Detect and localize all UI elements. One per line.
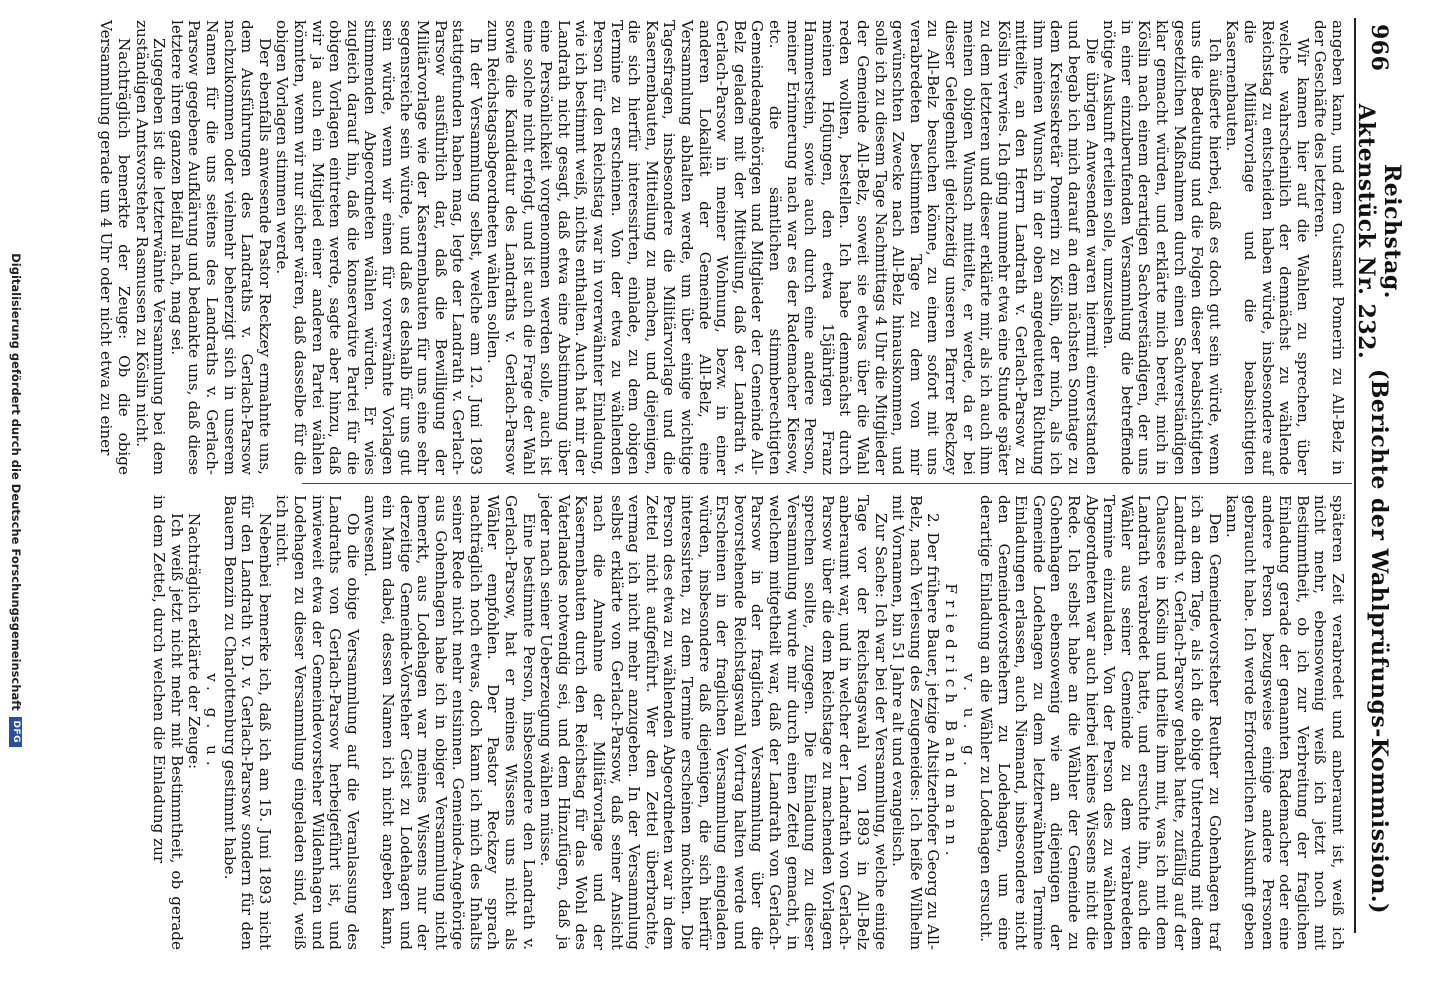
paragraph: angeben kann, und dem Gutsamt Pomerin zu All-Belz in der Geschäfte des letzteren. xyxy=(1311,20,1347,475)
paragraph: v. u. g. xyxy=(959,673,978,772)
paragraph: Der ebenfalls anwesende Pastor Reckzey ermahnte uns, dem Ausführungen des Landraths v. Gerlach-Parsow nachzukommen oder vielmehr beherzigt sich in unserem Namen für die uns seitens des Landraths v. Gerlach-Parsow gegebene Aufklärung und bedankte uns, daß diese letztere ihren ganzen Beifall nach, mag sei. xyxy=(167,20,274,475)
column-separator xyxy=(302,483,1352,484)
paragraph: Den Gemeindevorsteher Reuther zu Gohenhagen traf ich an dem Tage, als ich die obige Unterredung mit dem Landrath v. Gerlach-Parsow gehabt hatte, zufällig auf der Chaussee in Köslin und theilte ihm mit, was ich mit dem Landrath verabredet hatte, und ersuchte ihn, auch die Wähler aus seiner Gemeinde zu dem verabredeten Termine einzuladen. Von der Person des zu wählenden Abgeordneten war auch hierbei keines Wissens nicht die Rede. Ich selbst habe an die Wähler der Gemeinde zu Gohenhagen ebensowenig wie an diejenigen der Gemeinde Lodehagen zu dem letzterwähnten Termine Einladungen erlassen, auch Niemand, insbesondere nicht den Gemeindevorstehern zu Lodehagen, um eine derartige Einladung an die Wähler zu Lodehagen ersucht. xyxy=(977,495,1224,950)
paragraph: Zugegeben ist die letzterwähnte Versammlung bei dem zuständigen Amtsvorsteher Rasmussen zu Köslin nicht. xyxy=(132,20,169,475)
page-subtitle: (Berichte der Wahlprüfungs-Kommission.) xyxy=(1366,368,1392,914)
paragraph: Friedrich Bandmann. xyxy=(941,583,960,862)
paragraph: Zur Sache: Ich war bei der Versammlung, welche einige Tage vor der Reichstagswahl von 1893 in All-Belz anberaumt war, und in welcher der Landrath von Gerlach-Parsow über die dem Reichstage zu machenden Vorlagen sprechen sollte, zugegen. Die Einladung zu dieser Versammlung wurde mir durch einen Zettel gemacht, in welchem mitgetheilt war, daß der Landrath von Gerlach-Parsow in der fraglichen Versammlung über die bevorstehende Reichstagswahl Vortrag halten werde und Erscheinen in der fraglichen Versammlung eingeladen würden, insbesondere daß diejenigen, die sich hierfür interessirten, zu dem Termine erscheinen möchten. Die Person des etwa zu wählenden Abgeordneten war in dem Zettel nicht aufgeführt. Wer den Zettel überbrachte, vermag ich nicht mehr anzugeben. In der Versammlung selbst erklärte von Gerlach-Parsow, daß seiner Ansicht nach die Annahme der Militärvorlage und der Kasernenbauten durch den Reichstag für das Wohl des Vaterlandes notwendig sei, und dem Hinzufügen, daß ja jeder nach seiner Ueberzeugung wählen müsse. xyxy=(537,495,890,950)
paragraph: Eine bestimmte Person, insbesondere den Landrath v. Gerlach-Parsow, hat er meines Wissens uns nicht als Wähler empfohlen. Der Pastor Reckzey sprach nachträglich noch etwas, doch kann ich mich des Inhalts seiner Rede nicht mehr entsinnen. Gemeinde-Angehörige aus Gohenhagen habe ich in obiger Versammlung nicht bemerkt, aus Lodehagen war meines Wissens nur der derzeitige Gemeinde-Vorsteher Geist zu Lodehagen und ein Mann dabei, dessen Namen ich nicht angeben kann, anwesend. xyxy=(361,495,538,950)
page-header xyxy=(1353,24,1405,914)
paragraph: Ob die obige Versammlung auf die Veranlassung des Landraths von Gerlach-Parsow herbeigeführt ist, und inwieweit etwa der Gemeindevorsteher Wildenhagen und Lodehagen zu dieser Versammlung eingeladen sind, weiß ich nicht. xyxy=(273,495,362,950)
page-number: 966 xyxy=(1366,24,1392,72)
paragraph: Nachträglich erklärte der Zeuge: xyxy=(185,513,204,770)
digitization-footer xyxy=(3,0,29,1000)
paragraph: Ich äußerte hierbei, daß es doch gut sein würde, wenn uns die Bedeutung und die Folgen dieser beabsichtigten gesetzlichen Maßnahmen durch einen Sachverständigen klar gemacht würden, und erklärte mich bereit, mich in Köslin nach einem derartigen Sachverständigen, der uns in einer einzuberufenden Versammlung die betreffende nötige Auskunft erteilen solle, umzusehen. xyxy=(1100,20,1224,475)
left-column xyxy=(97,20,1347,475)
page-title: Reichstag. Aktenstück Nr. 232. xyxy=(1353,103,1405,360)
paragraph: Ich weiß jetzt nicht mehr mit Bestimmtheit, ob gerade in dem Zettel, durch welchen die Einladung zur xyxy=(150,495,186,950)
dfg-logo: DFG xyxy=(10,717,23,747)
paragraph: Wir kamen hier auf die Wahlen zu sprechen, über welche wahrscheinlich der demnächst zu wählende Reichstag zu entscheiden haben würde, insbesondere auf die Militärvorlage und die beabsichtigten Kasernenbauten. xyxy=(1223,20,1312,475)
header-rule xyxy=(1354,18,1356,933)
paragraph: v. g. u. xyxy=(203,673,221,772)
paragraph: Nebenbei bemerke ich, daß ich am 15. Juni 1893 nicht für den Landrath v. D. v. Gerlach-Parsow sondern für den Bauern Benzin zu Charlottenburg gestimmt habe. xyxy=(220,495,274,950)
paragraph: 2. Der frühere Bauer, jetzige Altsitzerhofer Georg zu All-Belz, nach Verlesung des Zeugeneides: Ich heiße Wilhelm mit Vornamen, bin 51 Jahre alt und evangelisch. xyxy=(889,495,943,950)
right-column xyxy=(150,495,1347,950)
paragraph: Nachträglich bemerkte der Zeuge: Ob die obige Versammlung gerade um 4 Uhr oder nicht etwa zu einer xyxy=(97,20,134,475)
paragraph: In der Versammlung selbst, welche am 12. Juni 1893 stattgefunden haben mag, legte der Landrath v. Gerlach-Parsow ausführlich dar, daß die Bewilligung der Militärvorlage wie der Kasernenbauten für uns eine sehr segensreiche sein würde, und daß es deshalb für uns gut sein würde, wenn wir einen für vorerwähnte Vorlagen stimmenden Abgeordneten wählen würden. Er wies zugleich darauf hin, daß die konservative Partei für die obigen Vorlagen eintreten werde, sagte aber hinzu, daß wir ja auch ein Mitglied einer anderen Partei wählen könnten, wenn wir nur sicher wären, daß dasselbe für die obigen Vorlagen stimmen werde. xyxy=(273,20,485,475)
paragraph: späteren Zeit verabredet und anberaumt ist, weiß ich nicht mehr, ebensowenig weiß ich jetzt noch mit Bestimmtheit, ob ich zur Verbreitung der fraglichen Einladung gerade der genannten Rademacher oder eine andere Person bezugsweise einige andere Personen gebraucht habe. Ich werde Erforderlichen Auskunft geben kann. xyxy=(1223,495,1347,950)
paragraph: Die übrigen Anwesenden waren hiermit einverstanden und begab ich mich darauf an dem nächsten Sonntage zu dem Kreissekretär Pomerin zu Köslin, der mich, als ich ihm meinen Wunsch in der oben angedeuteten Richtung mitteilte, an den Herrn Landrath v. Gerlach-Parsow zu Köslin verwies. Ich ging nunmehr etwa eine Stunde später zu dem letzteren und dieser erklärte mir, als ich auch ihm meinen obigen Wunsch mitteilte, er werde, da er bei dieser Gelegenheit gleichzeitig unseren Pfarrer Reckzey zu All-Belz besuchen könne, zu einem sofort mit uns verabredeten bestimmten Tage zu dem von mir gewünschten Zwecke nach All-Belz hinauskommen, und solle ich zu diesem Tage Nachmittags 4 Uhr die Mitglieder der Gemeinde All-Belz, soweit sie etwas über die Wahl reden wollten, bestellen. Ich habe demnächst durch meinen Hofjungen, den etwa 15jährigen Franz Hammerstein, sowie auch durch eine andere Person, meiner Erinnerung nach war es der Rademacher Kiesow, etc. die sämtlichen stimmberechtigten Gemeindeangehörigen und Mitglieder der Gemeinde All-Belz geladen mit der Mitteilung, daß der Landrath v. Gerlach-Parsow in meiner Wohnung, bezw. in einer anderen Lokalität der Gemeinde All-Belz, eine Versammlung abhalten werde, um über einige wichtige Tagesfragen, insbesondere die Militärvorlage und die Kasernenbauten, Mitteilung zu machen, und diejenigen, die sich hierfür interessirten, einlade, zu dem obigen Termine zu erscheinen. Von der etwa zu wählenden Person für den Reichstag war in vorerwähnter Einladung, wie ich bestimmt weiß, nichts enthalten. Auch hat mir der Landrath nicht gesagt, daß etwa eine Abstimmung über eine Persönlichkeit vorgenommen werden solle, auch ist eine solche nicht erfolgt, und ist auch die Frage der Wahl sowie die Kandidatur des Landraths v. Gerlach-Parsow zum Reichstagsabgeordneten wählen sollen. xyxy=(484,20,1101,475)
footer-text: Digitalisierung gefördert durch die Deutsche Forschungsgemeinschaft xyxy=(9,253,23,711)
